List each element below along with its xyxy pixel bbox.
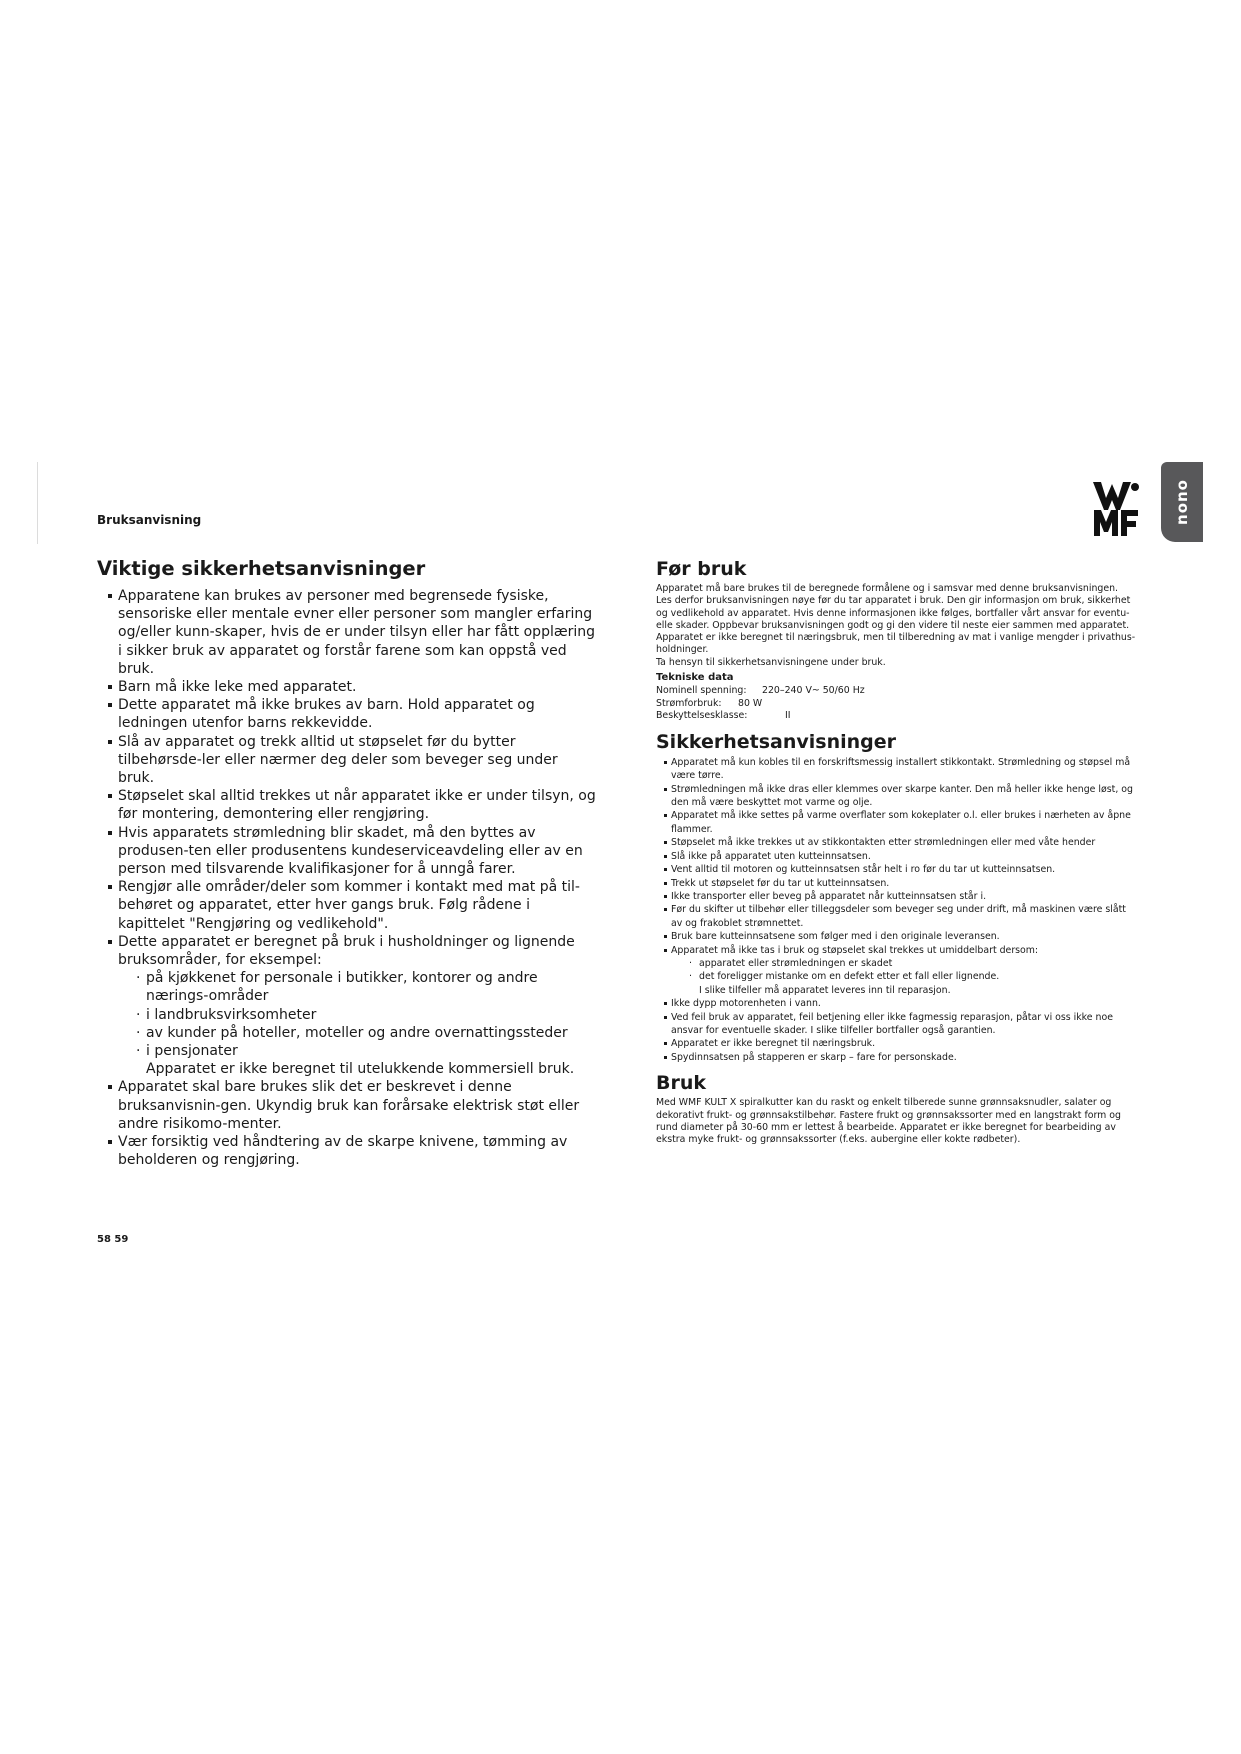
example-item: · i pensjonater — [136, 1042, 597, 1060]
tech-label: Nominell spenning: — [656, 685, 747, 697]
list-item: Vær forsiktig ved håndtering av de skarpe knivene, tømming av beholderen og rengjøring. — [108, 1133, 597, 1169]
list-item: Trekk ut støpselet før du tar ut kutteinnsatsen. — [664, 877, 1136, 890]
list-item: Før du skifter ut tilbehør eller tilleggsdeler som beveger seg under drift, må maskinen være slått av og frakoblet strømnettet. — [664, 903, 1136, 930]
list-item-text: Dette apparatet er beregnet på bruk i husholdninger og lignende bruksområder, for eksempel: — [118, 933, 575, 969]
list-item: Ikke dypp motorenheten i vann. — [664, 997, 1136, 1010]
margin-line — [37, 462, 38, 544]
list-item: Barn må ikke leke med apparatet. — [108, 678, 597, 696]
sub-list — [671, 957, 1136, 984]
list-item: Bruk bare kutteinnsatsene som følger med i den originale leveransen. — [664, 930, 1136, 943]
list-item: Støpselet må ikke trekkes ut av stikkontakten etter strømledningen eller med våte hender — [664, 836, 1136, 849]
list-item: Ved feil bruk av apparatet, feil betjening eller ikke fagmessig reparasjon, påtar vi oss ikke noe ansvar for eventuelle skader. I slike tilfeller bortfaller også garantien. — [664, 1011, 1136, 1038]
sub-item: · det foreligger mistanke om en defekt etter et fall eller lignende. — [689, 970, 1136, 983]
example-item: · av kunder på hoteller, moteller og andre overnattingssteder — [136, 1024, 597, 1042]
list-item: Slå av apparatet og trekk alltid ut støpselet før du bytter tilbehørsde-ler eller nærmer deg deler som beveger seg under bruk. — [108, 733, 597, 788]
tech-row — [656, 685, 1136, 698]
list-item: Strømledningen må ikke dras eller klemmes over skarpe kanter. Den må heller ikke henge løst, og den må være beskyttet mot varme og olje. — [664, 783, 1136, 810]
tech-data-title: Tekniske data — [656, 672, 734, 684]
safety-instructions-title: Sikkerhetsanvisninger — [656, 730, 896, 753]
tech-row — [656, 710, 1136, 723]
sub-note: I slike tilfeller må apparatet leveres inn til reparasjon. — [699, 984, 951, 996]
right-column — [656, 557, 1136, 1146]
list-item: Apparatet er ikke beregnet til næringsbruk. — [664, 1037, 1136, 1050]
tech-label: Strømforbruk: — [656, 697, 722, 709]
list-item: Apparatet skal bare brukes slik det er beskrevet i denne bruksanvisnin-gen. Ukyndig bruk kan forårsake elektrisk støt eller andre risikomo-menter. — [108, 1078, 597, 1133]
list-item: Apparatene kan brukes av personer med begrensede fysiske, sensoriske eller mentale evner eller personer som mangler erfaring og/eller kunn-skaper, hvis de er under tilsyn eller har fått opplæring i sikker bruk av apparatet og forstår farene som kan oppstå ved bruk. — [108, 587, 597, 678]
examples-note: Apparatet er ikke beregnet til utelukkende kommersiell bruk. — [146, 1061, 575, 1078]
tech-value: II — [785, 710, 791, 722]
examples-list — [118, 969, 597, 1060]
list-item: Vent alltid til motoren og kutteinnsatsen står helt i ro før du tar ut kutteinnsatsen. — [664, 863, 1136, 876]
tech-row — [656, 698, 1136, 711]
list-item: Spydinnsatsen på stapperen er skarp – fare for personskade. — [664, 1051, 1136, 1064]
list-item: Støpselet skal alltid trekkes ut når apparatet ikke er under tilsyn, og før montering, demontering eller rengjøring. — [108, 787, 597, 823]
use-paragraph: Med WMF KULT X spiralkutter kan du raskt og enkelt tilberede sunne grønnsaksnudler, salater og dekorativt frukt- og grønnsakstilbehør. Fastere frukt og grønnsakssorter med en langstrakt form og rund diameter på 30-60 mm er lettest å bearbeide. Apparatet er ikke beregnet for bearbeiding av ekstra myke frukt- og grønnsakssorter (f.eks. aubergine eller kokte rødbeter). — [656, 1097, 1121, 1146]
list-item-with-sub — [664, 944, 1136, 998]
before-use-paragraph: Apparatet må bare brukes til de beregnede formålene og i samsvar med denne bruksanvisningen. Les derfor bruksanvisningen nøye før du tar apparatet i bruk. Den gir informasjon om bruk, sikkerhet og vedlikehold av apparatet. Hvis denne informasjonen ikke følges, bortfaller vårt ansvar for eventu-elle skader. Oppbevar bruksanvisningen godt og gi den videre til neste eier sammen med apparatet. Apparatet er ikke beregnet til næringsbruk, men til tilberedning av mat i vanlige mengder i privathus-holdninger. — [656, 583, 1136, 656]
list-item: Ikke transporter eller beveg på apparatet når kutteinnsatsen står i. — [664, 890, 1136, 903]
header-label: Bruksanvisning — [97, 513, 202, 527]
language-code: nono — [1173, 479, 1191, 525]
left-column — [97, 557, 597, 1170]
list-item-with-examples — [108, 933, 597, 1079]
sub-item: · apparatet eller strømledningen er skadet — [689, 957, 1136, 970]
before-use-note: Ta hensyn til sikkerhetsanvisningene under bruk. — [656, 656, 886, 668]
tech-value: 80 W — [738, 697, 763, 709]
tech-value: 220–240 V~ 50/60 Hz — [762, 685, 865, 697]
list-item: Slå ikke på apparatet uten kutteinnsatsen. — [664, 850, 1136, 863]
list-item: Apparatet må kun kobles til en forskriftsmessig installert stikkontakt. Strømledning og støpsel må være tørre. — [664, 756, 1136, 783]
wmf-logo — [1092, 480, 1140, 536]
safety-list — [97, 587, 597, 1170]
list-item: Rengjør alle områder/deler som kommer i kontakt med mat på til-behøret og apparatet, etter hver gangs bruk. Følg rådene i kapittelet "Rengjøring og vedlikehold". — [108, 878, 597, 933]
page-numbers: 58 59 — [97, 1234, 129, 1245]
list-item-text: Apparatet må ikke tas i bruk og støpselet skal trekkes ut umiddelbart dersom: — [671, 944, 1039, 956]
safety-instructions-list — [656, 756, 1136, 1064]
safety-title: Viktige sikkerhetsanvisninger — [97, 557, 426, 580]
example-item: · i landbruksvirksomheter — [136, 1006, 597, 1024]
tech-label: Beskyttelsesklasse: — [656, 710, 748, 722]
list-item: Dette apparatet må ikke brukes av barn. Hold apparatet og ledningen utenfor barns rekkevidde. — [108, 696, 597, 732]
before-use-title: Før bruk — [656, 558, 747, 580]
language-tab[interactable] — [1161, 462, 1203, 542]
use-title: Bruk — [656, 1072, 707, 1095]
list-item: Hvis apparatets strømledning blir skadet, må den byttes av produsen-ten eller produsentens kundeserviceavdeling eller av en person med tilsvarende kvalifikasjoner for å unngå farer. — [108, 824, 597, 879]
example-item: · på kjøkkenet for personale i butikker, kontorer og andre nærings-områder — [136, 969, 597, 1005]
list-item: Apparatet må ikke settes på varme overflater som kokeplater o.l. eller brukes i nærheten av åpne flammer. — [664, 809, 1136, 836]
